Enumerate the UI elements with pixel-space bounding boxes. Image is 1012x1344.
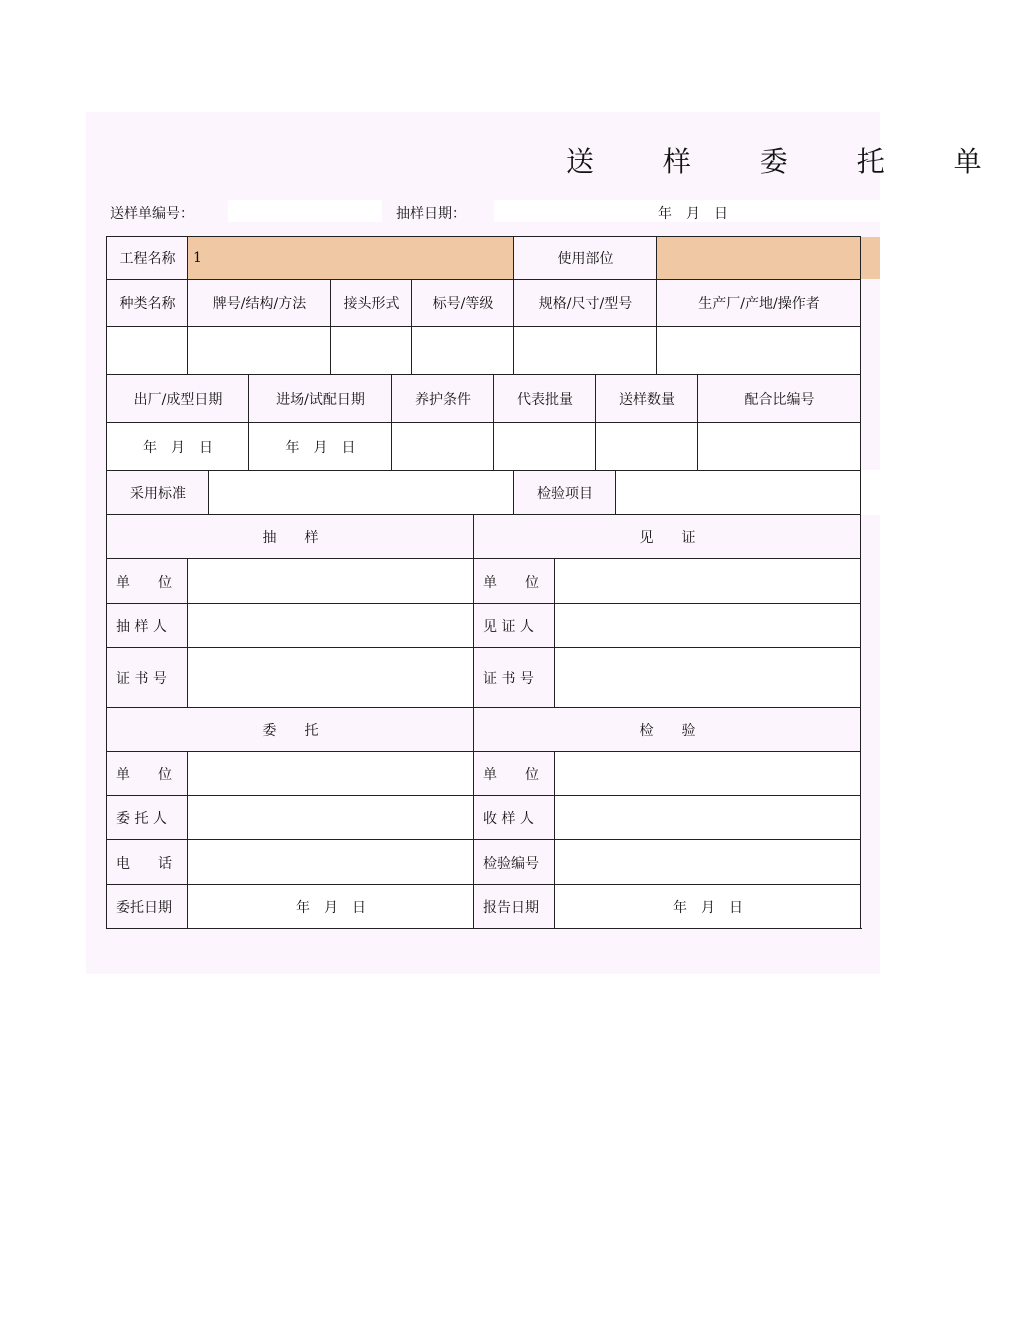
grid-line	[106, 236, 107, 929]
material-type-input[interactable]	[107, 327, 188, 375]
inspection-no-label: 检验编号	[474, 840, 555, 885]
report-date-input[interactable]: 年 月 日	[555, 885, 861, 929]
grid-line	[554, 558, 555, 708]
grid-line	[187, 236, 188, 279]
material-header-grade: 标号/等级	[412, 279, 514, 327]
sample-date-label: 抽样日期：	[396, 206, 466, 222]
quantity-input[interactable]	[596, 423, 698, 470]
witness-unit-label: 单 位	[474, 559, 555, 604]
phone-label: 电 话	[107, 840, 188, 885]
grid-line	[187, 558, 188, 708]
grid-line	[473, 514, 474, 929]
project-name-label: 工程名称	[107, 237, 188, 279]
inspection-unit-label: 单 位	[474, 752, 555, 796]
grid-line	[106, 603, 861, 604]
grid-line	[554, 751, 555, 929]
mix-input[interactable]	[698, 423, 861, 470]
material-producer-input[interactable]	[657, 327, 861, 375]
material-grade-input[interactable]	[412, 327, 514, 375]
sampling-cert-label: 证 书 号	[107, 648, 188, 708]
sample-no-label: 送样单编号：	[110, 206, 194, 222]
grid-line	[106, 326, 861, 327]
grid-line	[106, 279, 861, 280]
sampling-cert-input[interactable]	[188, 648, 474, 708]
date-header-curing: 养护条件	[392, 375, 494, 423]
grid-line	[208, 470, 209, 515]
entrust-person-input[interactable]	[188, 796, 474, 840]
grid-line	[513, 279, 514, 375]
grid-line	[106, 839, 861, 840]
grid-line	[391, 374, 392, 470]
grid-line	[106, 884, 861, 885]
grid-line	[411, 279, 412, 375]
grid-line	[493, 374, 494, 470]
grid-line	[106, 647, 861, 648]
sample-date-value: 年 月 日	[658, 206, 728, 222]
entrust-unit-label: 单 位	[107, 752, 188, 796]
grid-line	[106, 514, 861, 515]
inspection-unit-input[interactable]	[555, 752, 861, 796]
witness-header: 见 证	[474, 515, 861, 559]
date-header-entry: 进场/试配日期	[249, 375, 392, 423]
witness-person-label: 见 证 人	[474, 604, 555, 648]
form-title: 送 样 委 托 单	[566, 145, 1012, 178]
entrust-date-input[interactable]: 年 月 日	[188, 885, 474, 929]
sampling-unit-input[interactable]	[188, 559, 474, 604]
sample-no-field[interactable]	[228, 200, 382, 222]
grid-line	[513, 236, 514, 279]
material-brand-input[interactable]	[188, 327, 331, 375]
project-name-input[interactable]: 1	[188, 237, 514, 279]
date-header-batch: 代表批量	[494, 375, 596, 423]
date-header-mix: 配合比编号	[698, 375, 861, 423]
grid-line	[595, 374, 596, 470]
material-header-type: 种类名称	[107, 279, 188, 327]
material-header-brand: 牌号/结构/方法	[188, 279, 331, 327]
entry-date-input[interactable]: 年 月 日	[285, 439, 356, 456]
witness-unit-input[interactable]	[555, 559, 861, 604]
curing-input[interactable]	[392, 423, 494, 470]
grid-line	[330, 279, 331, 375]
witness-cert-label: 证 书 号	[474, 648, 555, 708]
grid-line	[106, 795, 861, 796]
standard-input[interactable]	[209, 470, 514, 515]
receiver-label: 收 样 人	[474, 796, 555, 840]
witness-cert-input[interactable]	[555, 648, 861, 708]
sampling-unit-label: 单 位	[107, 559, 188, 604]
date-header-factory: 出厂/成型日期	[107, 375, 249, 423]
material-joint-input[interactable]	[331, 327, 412, 375]
inspection-header: 检 验	[474, 708, 861, 752]
usage-input[interactable]	[657, 237, 880, 279]
receiver-input[interactable]	[555, 796, 861, 840]
entrust-person-label: 委 托 人	[107, 796, 188, 840]
grid-line	[106, 558, 861, 559]
grid-line	[187, 279, 188, 375]
grid-line	[106, 751, 861, 752]
material-header-producer: 生产厂/产地/操作者	[657, 279, 861, 327]
sampling-header: 抽 样	[107, 515, 474, 559]
witness-person-input[interactable]	[555, 604, 861, 648]
grid-line	[187, 751, 188, 929]
grid-line	[106, 707, 861, 708]
usage-label: 使用部位	[514, 237, 657, 279]
grid-line	[656, 236, 657, 279]
material-header-spec: 规格/尺寸/型号	[514, 279, 657, 327]
entrust-unit-input[interactable]	[188, 752, 474, 796]
grid-line	[106, 470, 861, 471]
material-header-joint: 接头形式	[331, 279, 412, 327]
grid-line	[106, 928, 862, 929]
test-items-label: 检验项目	[514, 470, 616, 515]
sampler-input[interactable]	[188, 604, 474, 648]
entrust-date-label: 委托日期	[107, 885, 188, 929]
material-spec-input[interactable]	[514, 327, 657, 375]
grid-line	[513, 470, 514, 515]
test-items-input[interactable]	[616, 470, 880, 515]
grid-line	[615, 470, 616, 515]
grid-line	[656, 279, 657, 375]
sampler-label: 抽 样 人	[107, 604, 188, 648]
standard-label: 采用标准	[107, 470, 209, 515]
phone-input[interactable]	[188, 840, 474, 885]
grid-line	[248, 374, 249, 470]
factory-date-input[interactable]: 年 月 日	[143, 439, 213, 456]
grid-line	[106, 374, 861, 375]
grid-line	[106, 422, 861, 423]
grid-line	[697, 374, 698, 470]
report-date-label: 报告日期	[474, 885, 555, 929]
grid-line	[106, 236, 861, 237]
entrust-header: 委 托	[107, 708, 474, 752]
grid-line	[860, 236, 861, 929]
inspection-no-input[interactable]	[555, 840, 861, 885]
date-header-quantity: 送样数量	[596, 375, 698, 423]
batch-input[interactable]	[494, 423, 596, 470]
